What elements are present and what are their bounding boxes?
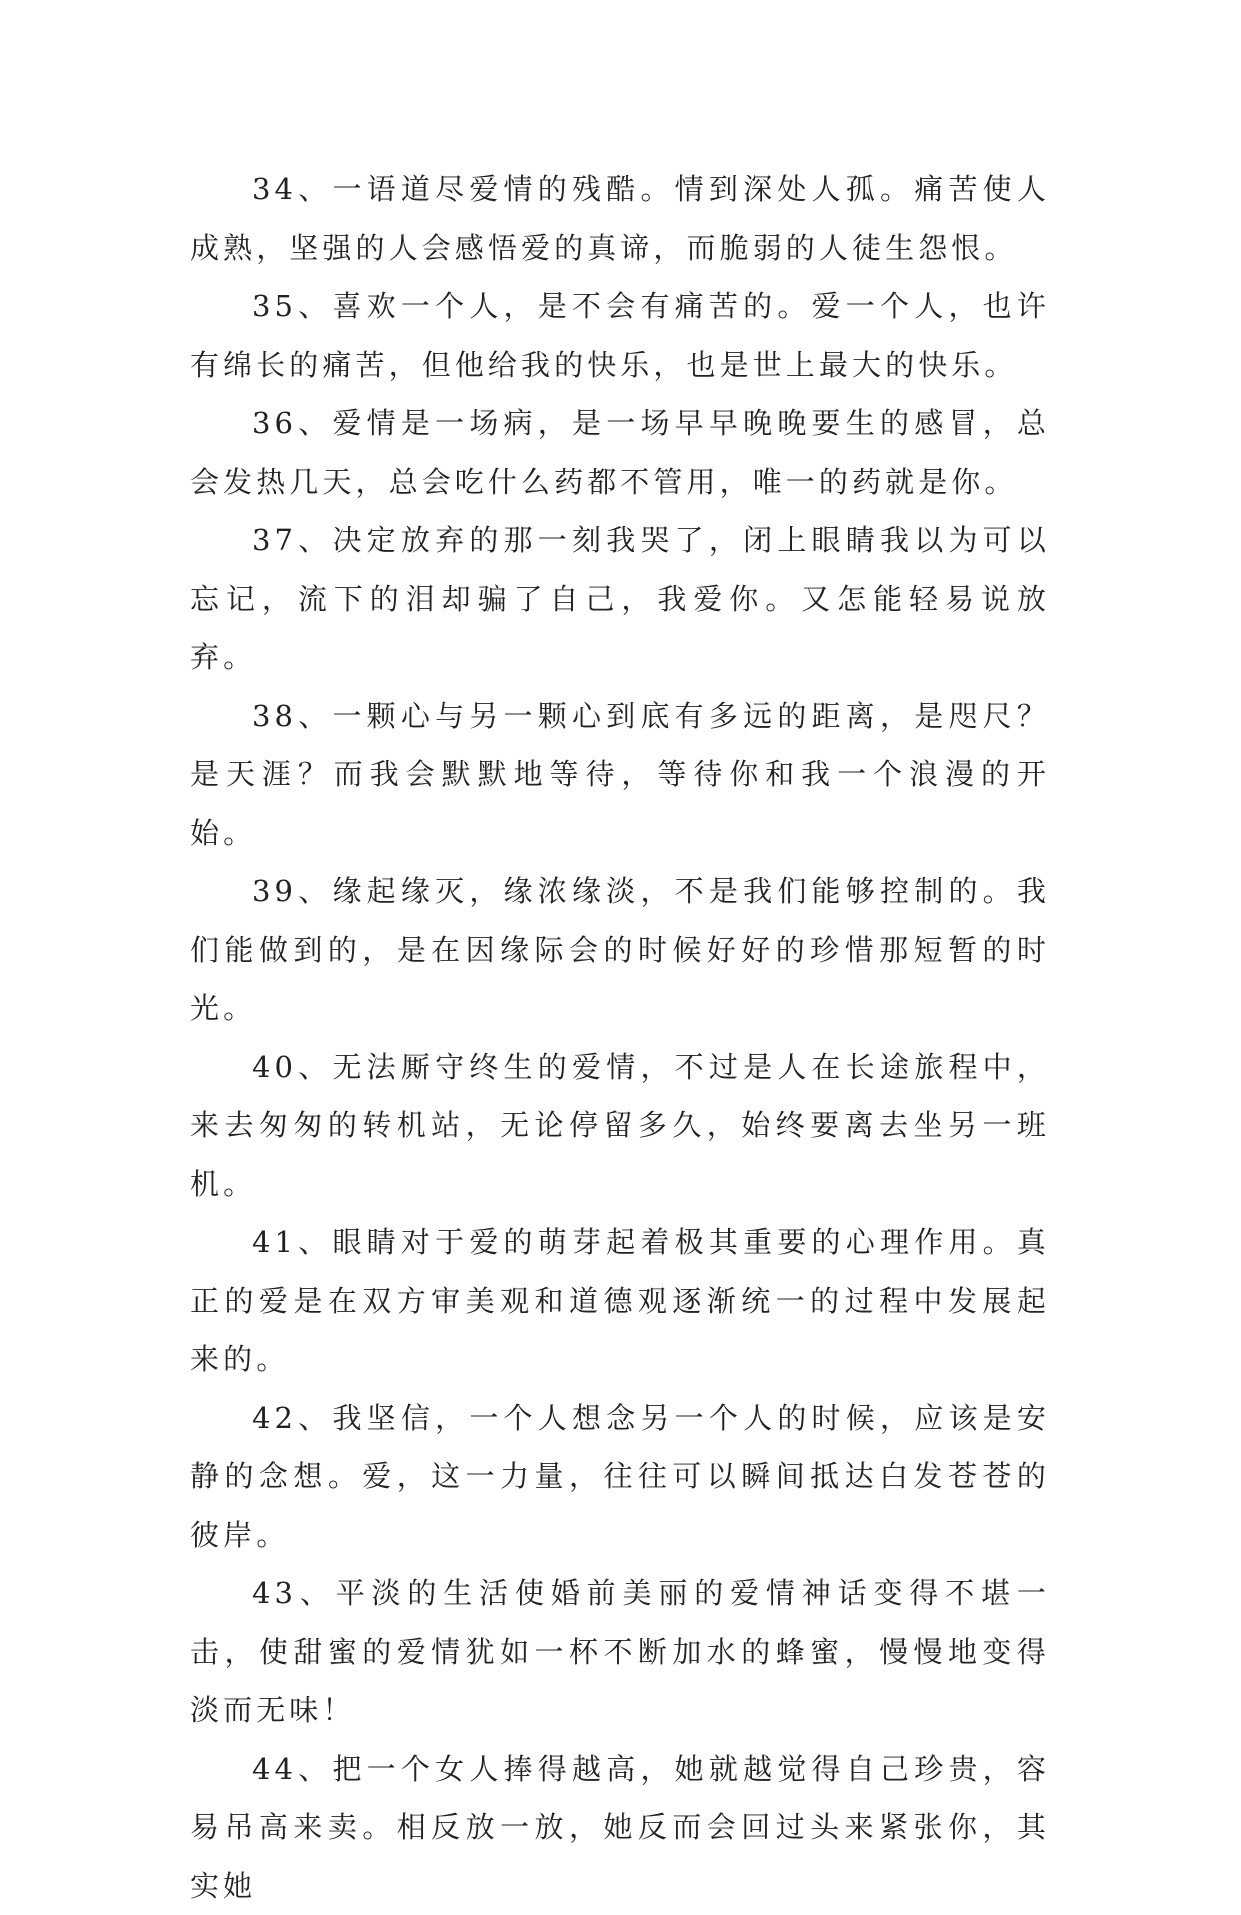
paragraph-41: 41、眼睛对于爱的萌芽起着极其重要的心理作用。真正的爱是在双方审美观和道德观逐渐统一的过程中发展起来的。 bbox=[190, 1213, 1050, 1389]
paragraph-40: 40、无法厮守终生的爱情，不过是人在长途旅程中，来去匆匆的转机站，无论停留多久，始终要离去坐另一班机。 bbox=[190, 1038, 1050, 1214]
paragraph-44: 44、把一个女人捧得越高，她就越觉得自己珍贵，容易吊高来卖。相反放一放，她反而会回过头来紧张你，其实她 bbox=[190, 1740, 1050, 1915]
document-body bbox=[190, 160, 1050, 1915]
paragraph-39: 39、缘起缘灭，缘浓缘淡，不是我们能够控制的。我们能做到的，是在因缘际会的时候好好的珍惜那短暂的时光。 bbox=[190, 862, 1050, 1038]
paragraph-34: 34、一语道尽爱情的残酷。情到深处人孤。痛苦使人成熟，坚强的人会感悟爱的真谛，而脆弱的人徒生怨恨。 bbox=[190, 160, 1050, 277]
paragraph-43: 43、平淡的生活使婚前美丽的爱情神话变得不堪一击，使甜蜜的爱情犹如一杯不断加水的蜂蜜，慢慢地变得淡而无味！ bbox=[190, 1564, 1050, 1740]
paragraph-42: 42、我坚信，一个人想念另一个人的时候，应该是安静的念想。爱，这一力量，往往可以瞬间抵达白发苍苍的彼岸。 bbox=[190, 1389, 1050, 1565]
paragraph-38: 38、一颗心与另一颗心到底有多远的距离，是咫尺？是天涯？而我会默默地等待，等待你和我一个浪漫的开始。 bbox=[190, 687, 1050, 863]
paragraph-36: 36、爱情是一场病，是一场早早晚晚要生的感冒，总会发热几天，总会吃什么药都不管用，唯一的药就是你。 bbox=[190, 394, 1050, 511]
paragraph-35: 35、喜欢一个人，是不会有痛苦的。爱一个人，也许有绵长的痛苦，但他给我的快乐，也是世上最大的快乐。 bbox=[190, 277, 1050, 394]
paragraph-37: 37、决定放弃的那一刻我哭了，闭上眼睛我以为可以忘记，流下的泪却骗了自己，我爱你。又怎能轻易说放弃。 bbox=[190, 511, 1050, 687]
